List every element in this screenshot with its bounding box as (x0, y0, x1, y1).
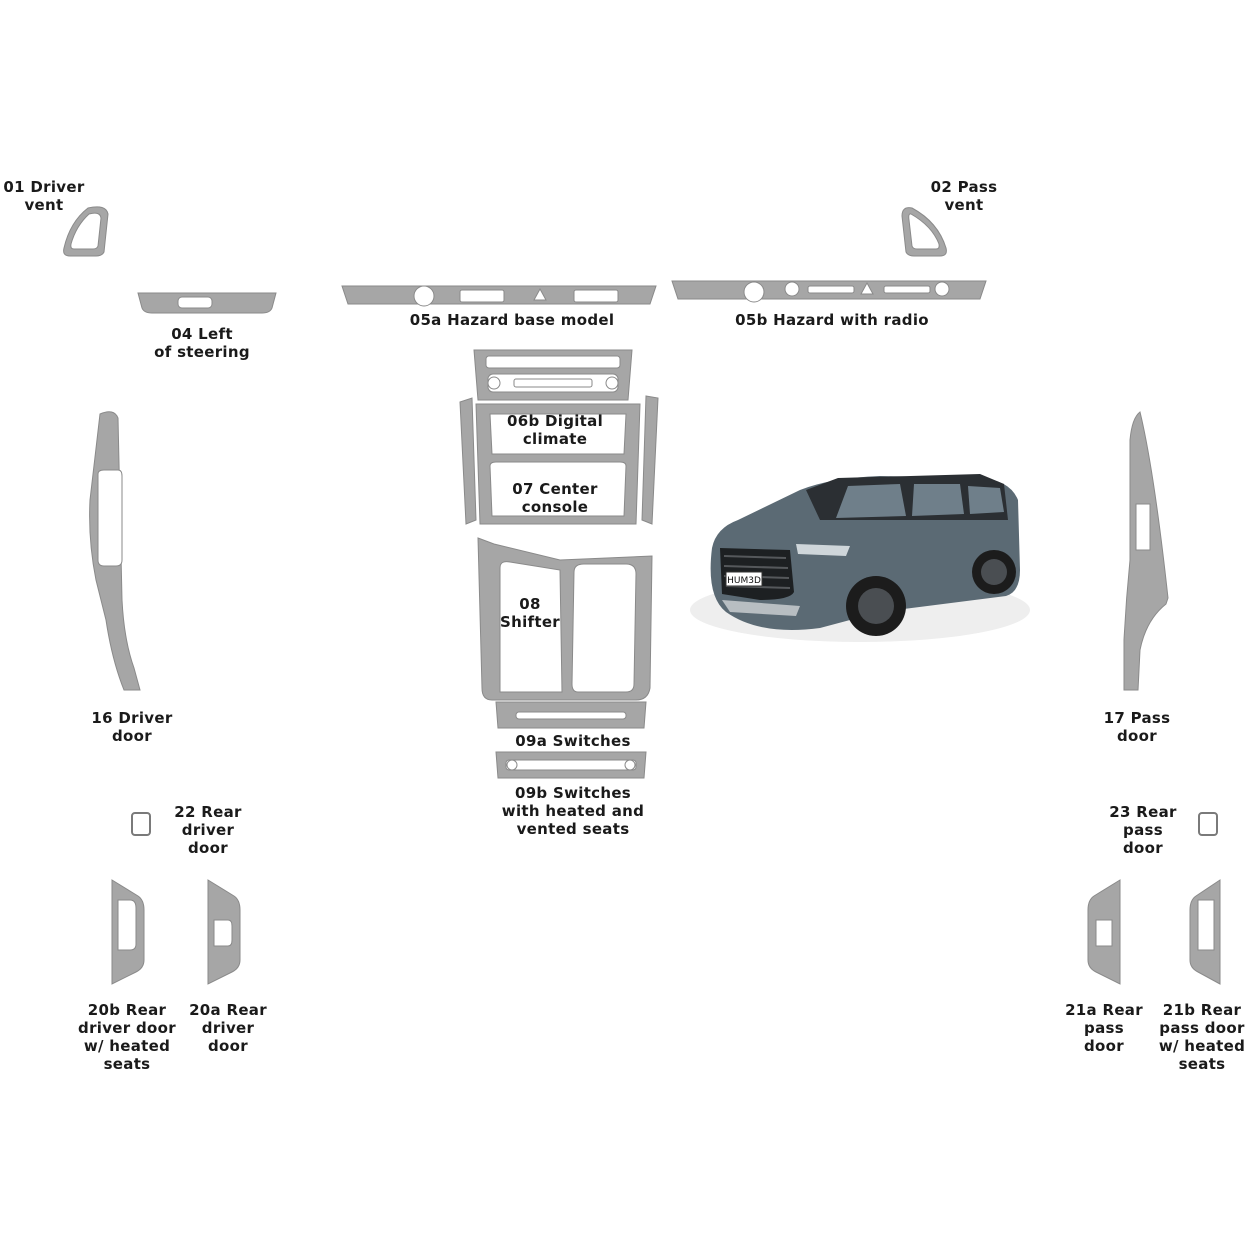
label-line: 09a Switches (515, 732, 631, 750)
label-line: 01 Driver (3, 178, 85, 196)
label-09a-switches (500, 732, 646, 750)
label-line: driver (181, 821, 235, 839)
label-02-pass-vent (920, 178, 1008, 214)
label-line: seats (103, 1055, 151, 1073)
label-line: door (112, 727, 152, 745)
label-21b-rear-pass-door-heated (1154, 1001, 1250, 1073)
label-line: pass (1123, 821, 1163, 839)
label-line: w/ heated (1158, 1037, 1246, 1055)
label-line: pass door (1159, 1019, 1245, 1037)
label-line: driver (201, 1019, 255, 1037)
label-06b-digital-climate (496, 412, 614, 448)
label-22-rear-driver-door (164, 803, 252, 857)
label-line: 09b Switches (514, 784, 632, 802)
label-line: 22 Rear (174, 803, 242, 821)
label-09b-switches-heated-vented (490, 784, 656, 838)
label-line: 21b Rear (1162, 1001, 1242, 1019)
label-20a-rear-driver-door (180, 1001, 276, 1055)
label-23-rear-pass-door (1098, 803, 1188, 857)
label-line: 23 Rear (1109, 803, 1177, 821)
label-line: 07 Center (512, 480, 598, 498)
label-line: door (208, 1037, 248, 1055)
label-line: console (521, 498, 589, 516)
label-line: w/ heated (83, 1037, 171, 1055)
label-line: 02 Pass (930, 178, 998, 196)
label-line: driver door (78, 1019, 176, 1037)
label-21a-rear-pass-door (1056, 1001, 1152, 1055)
label-05b-hazard-radio (700, 311, 964, 329)
label-line: 20a Rear (189, 1001, 267, 1019)
label-line: vent (944, 196, 984, 214)
label-01-driver-vent (0, 178, 88, 214)
label-line: 05b Hazard with radio (735, 311, 929, 329)
label-line: with heated and (501, 802, 645, 820)
label-line: vented seats (516, 820, 630, 838)
label-line: climate (522, 430, 588, 448)
label-line: of steering (154, 343, 250, 361)
label-05a-hazard-base (380, 311, 644, 329)
label-07-center-console (496, 480, 614, 516)
label-line: 04 Left (171, 325, 233, 343)
label-04-left-of-steering (140, 325, 264, 361)
label-16-driver-door (84, 709, 180, 745)
label-line: door (188, 839, 228, 857)
label-20b-rear-driver-door-heated (72, 1001, 182, 1073)
label-line: 21a Rear (1065, 1001, 1143, 1019)
label-line: 17 Pass (1103, 709, 1171, 727)
label-08-shifter (494, 595, 566, 631)
label-17-pass-door (1092, 709, 1182, 745)
label-line: pass (1084, 1019, 1124, 1037)
label-line: seats (1178, 1055, 1226, 1073)
label-line: 16 Driver (91, 709, 173, 727)
label-line: Shifter (500, 613, 560, 631)
label-line: door (1084, 1037, 1124, 1055)
label-line: vent (24, 196, 64, 214)
label-line: 20b Rear (87, 1001, 167, 1019)
label-line: door (1117, 727, 1157, 745)
label-line: 05a Hazard base model (409, 311, 615, 329)
label-line: door (1123, 839, 1163, 857)
label-line: 08 (519, 595, 541, 613)
plate-text: HUM3D (727, 576, 761, 586)
label-line: 06b Digital (506, 412, 604, 430)
